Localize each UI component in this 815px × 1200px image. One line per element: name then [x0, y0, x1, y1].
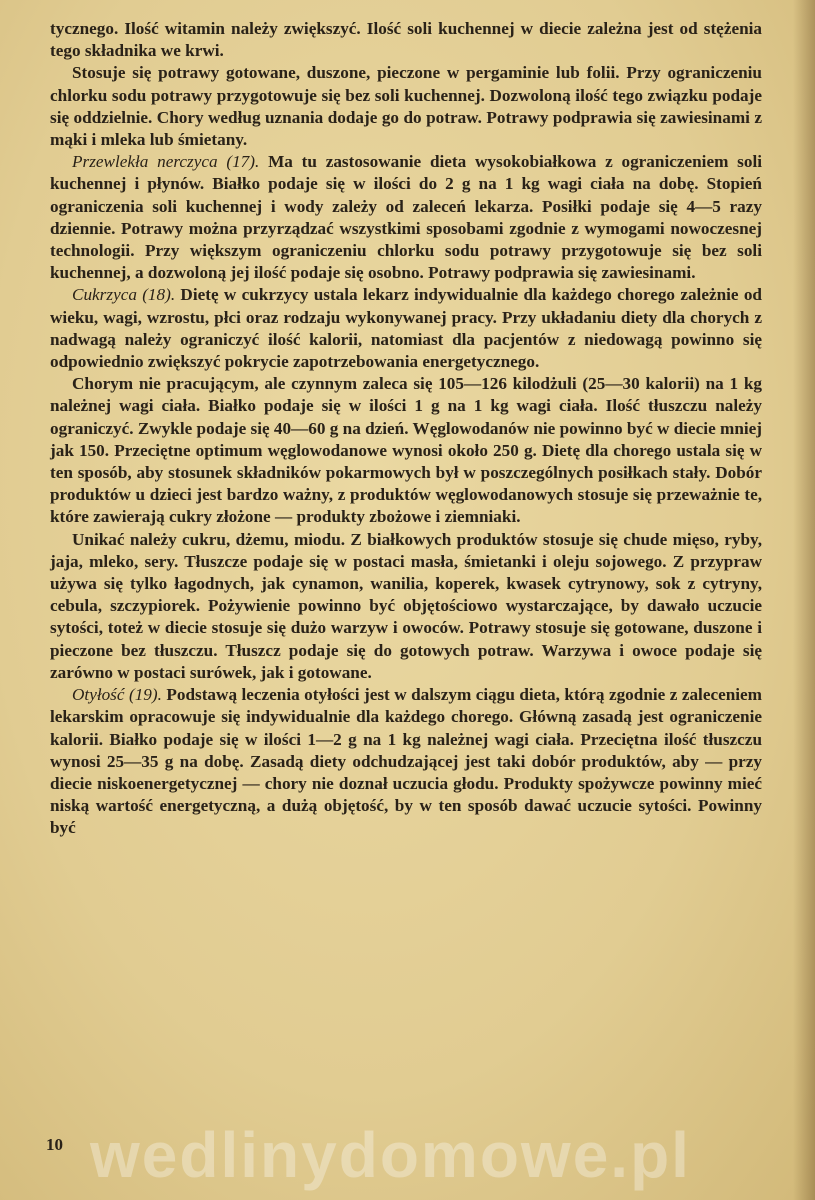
paragraph-heading: Otyłość (19).	[72, 685, 162, 705]
paragraph-text: Dietę w cukrzycy ustala lekarz indywidualnie dla każdego chorego zależnie od wieku, wagi, wzrostu, płci oraz rodzaju wykonywanej pracy. Przy układaniu diety dla chorych z nadwagą należy ograniczyć ilość kalorii, natomiast dla pacjentów z niedowagą powinno się odpowiednio zwiększyć pokrycie zapotrzebowania energetycznego.	[50, 285, 762, 372]
paragraph	[50, 151, 762, 284]
paragraph	[50, 62, 762, 151]
paragraph	[50, 529, 762, 684]
paragraph	[50, 373, 762, 528]
paragraph-text: Stosuje się potrawy gotowane, duszone, pieczone w pergaminie lub folii. Przy ograniczeniu chlorku sodu potrawy przygotowuje się bez soli kuchennej. Dozwoloną ilość tego związku podaje się oddzielnie. Chory według uznania dodaje go do potraw. Potrawy podprawia się zawiesinami z mąki i mleka lub śmietany.	[50, 63, 762, 150]
body-text	[50, 18, 762, 840]
watermark: wedlinydomowe.pl	[90, 1119, 691, 1191]
paragraph	[50, 684, 762, 839]
page-edge-shadow	[793, 0, 815, 1200]
paragraph-text: tycznego. Ilość witamin należy zwiększyć. Ilość soli kuchennej w diecie zależna jest od stężenia tego składnika we krwi.	[50, 19, 762, 61]
paragraph-text: Ma tu zastosowanie dieta wysokobiałkowa z ograniczeniem soli kuchennej i płynów. Białko podaje się w ilości do 2 g na 1 kg wagi ciała na dobę. Stopień ograniczenia soli kuchennej i wody zależy od zaleceń lekarza. Posiłki podaje się 4—5 razy dziennie. Potrawy można przyrządzać wszystkimi sposobami zgodnie z wymogami nowoczesnej technologii. Przy większym ograniczeniu chlorku sodu potrawy przygotowuje się bez soli kuchennej, a dozwoloną jej ilość podaje się osobno. Potrawy podprawia się zawiesinami.	[50, 152, 762, 283]
paragraph	[50, 18, 762, 62]
paragraph	[50, 284, 762, 373]
paragraph-heading: Przewlekła nerczyca (17).	[72, 152, 260, 172]
paragraph-text: Unikać należy cukru, dżemu, miodu. Z białkowych produktów stosuje się chude mięso, ryby, jaja, mleko, sery. Tłuszcze podaje się w postaci masła, śmietanki i oleju sojowego. Z przypraw używa się tylko łagodnych, jak cynamon, wanilia, koperek, kwasek cytrynowy, sok z cytryny, cebula, szczypiorek. Pożywienie powinno być objętościowo wystarczające, by dawało uczucie sytości, toteż w diecie stosuje się dużo warzyw i owoców. Potrawy stosuje się gotowane, duszone i pieczone bez tłuszczu. Tłuszcz podaje się do gotowych potraw. Warzywa i owoce podaje się zarówno w postaci surówek, jak i gotowane.	[50, 529, 762, 682]
paragraph-heading: Cukrzyca (18).	[72, 285, 176, 305]
page-number: 10	[46, 1135, 63, 1154]
paragraph-text: Podstawą leczenia otyłości jest w dalszym ciągu dieta, którą zgodnie z zaleceniem lekarskim opracowuje się indywidualnie dla każdego chorego. Główną zasadą jest ograniczenie kalorii. Białko podaje się w ilości 1—2 g na 1 kg należnej wagi ciała. Przeciętna ilość tłuszczu wynosi 25—35 g na dobę. Zasadą diety odchudzającej jest taki dobór produktów, aby — przy diecie niskoenergetycznej — chory nie doznał uczucia głodu. Produkty spożywcze powinny mieć niską wartość energetyczną, a dużą objętość, by w ten sposób dawać uczucie sytości. Powinny być	[50, 685, 763, 838]
paragraph-text: Chorym nie pracującym, ale czynnym zaleca się 105—126 kilodżuli (25—30 kalorii) na 1 kg należnej wagi ciała. Białko podaje się w ilości 1 g na 1 kg wagi ciała. Ilość tłuszczu należy ograniczyć. Zwykle podaje się 40—60 g na dzień. Węglowodanów nie powinno być w diecie mniej jak 150. Przeciętne optimum węglowodanowe wynosi około 250 g. Dietę dla chorego ustala się w ten sposób, aby stosunek składników pokarmowych był w poszczególnych posiłkach stały. Dobór produktów u dzieci jest bardzo ważny, z produktów węglowodanowych stosuje się przeważnie te, które zawierają cukry złożone — produkty zbożowe i ziemniaki.	[50, 374, 763, 527]
